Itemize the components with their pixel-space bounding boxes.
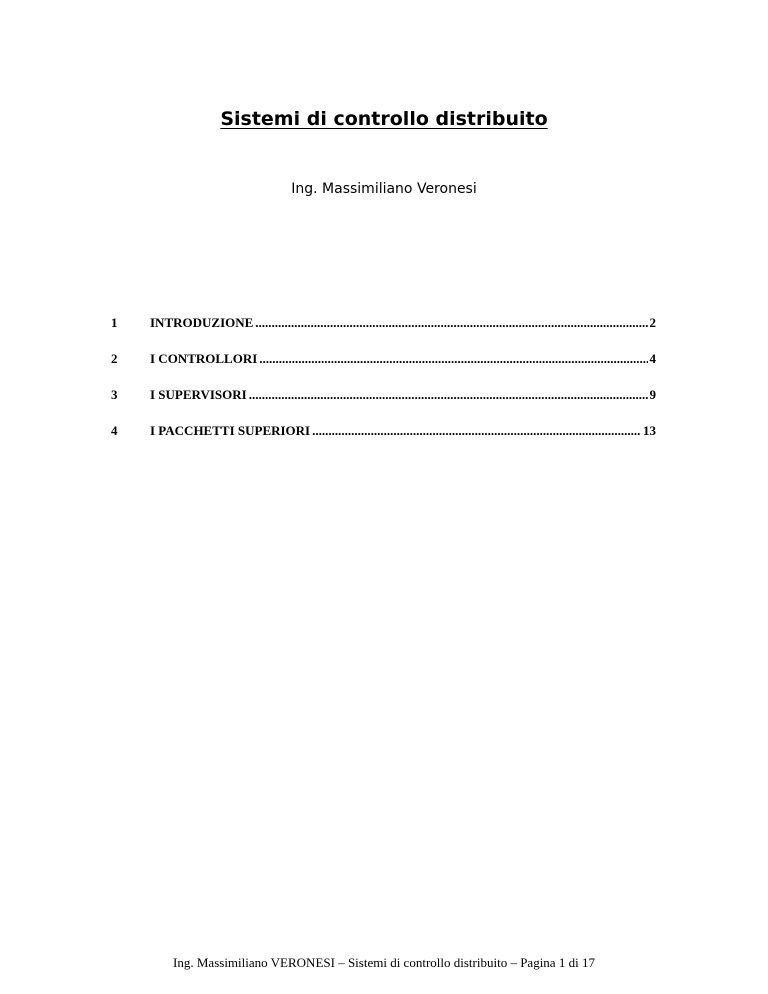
toc-entry-controllori[interactable]: [111, 351, 656, 387]
toc-entry-number: 3: [111, 387, 118, 402]
toc-dot-leader: [255, 315, 647, 331]
toc-entry-page: 2: [649, 315, 656, 330]
toc-entry-label: I PACCHETTI SUPERIORI: [150, 423, 311, 438]
document-title: Sistemi di controllo distribuito: [220, 108, 548, 130]
toc-entry-page: 4: [649, 351, 656, 366]
toc-entry-introduzione[interactable]: [111, 315, 656, 351]
toc-dot-leader: [259, 351, 647, 367]
toc-entry-number: 2: [111, 351, 118, 366]
toc-entry-supervisori[interactable]: [111, 387, 656, 423]
toc-entry-number: 1: [111, 315, 118, 330]
author-name: Ing. Massimiliano Veronesi: [291, 181, 477, 197]
toc-entry-label: I SUPERVISORI: [150, 387, 247, 402]
toc-entry-label: I CONTROLLORI: [150, 351, 258, 366]
toc-entry-page: 13: [643, 423, 656, 438]
table-of-contents: [111, 315, 656, 459]
toc-entry-page: 9: [649, 387, 656, 402]
toc-entry-pacchetti-superiori[interactable]: [111, 423, 656, 459]
toc-dot-leader: [312, 423, 641, 439]
toc-dot-leader: [249, 387, 648, 403]
toc-entry-label: INTRODUZIONE: [150, 315, 254, 330]
toc-entry-number: 4: [111, 423, 118, 438]
page-footer: Ing. Massimiliano VERONESI – Sistemi di controllo distribuito – Pagina 1 di 17: [173, 955, 595, 970]
